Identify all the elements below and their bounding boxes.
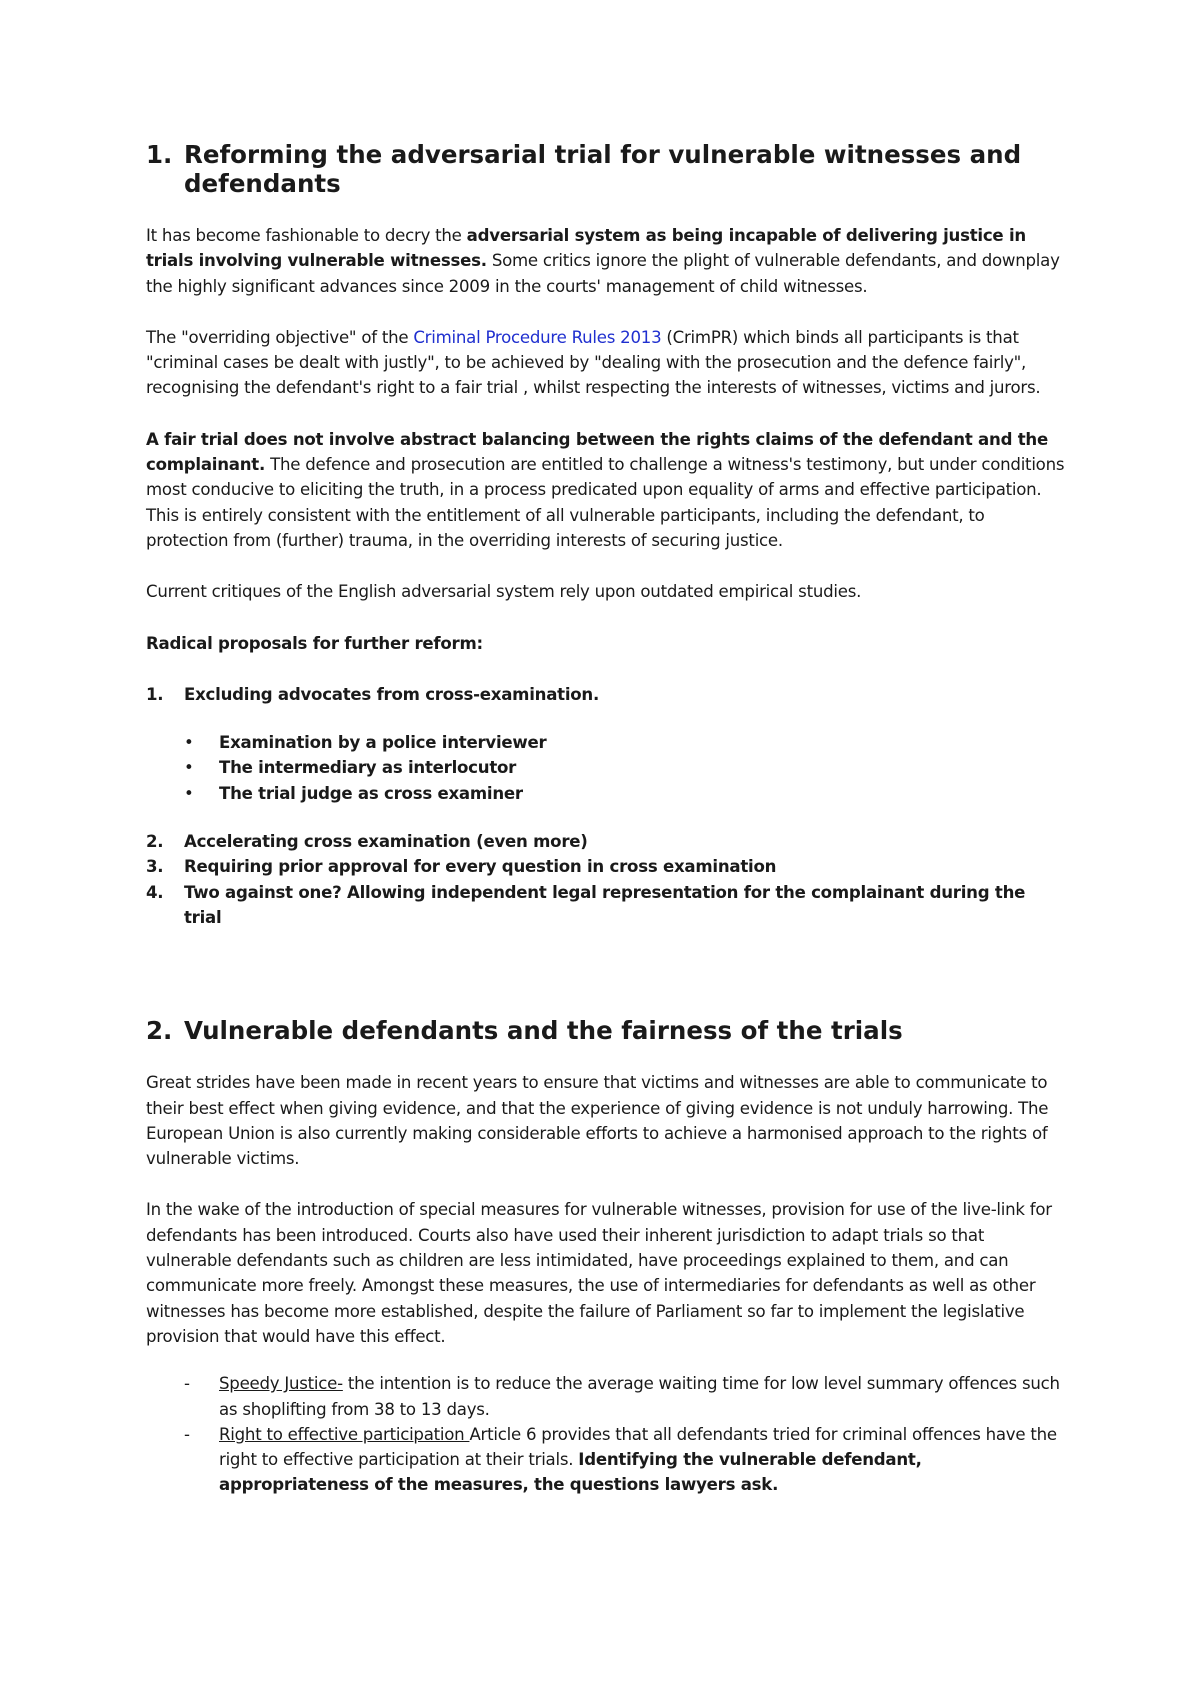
- text-run: The defence and prosecution are entitled to challenge a witness's testimony, but under conditions most conducive to eliciting the truth, in a process predicated upon equality of arms and effective participation. This is entirely consistent with the entitlement of all vulnerable participants, including the defendant, to protection from (further) trauma, in the overriding interests of securing justice.: [146, 455, 1065, 550]
- list-item-text: Excluding advocates from cross-examination.: [184, 684, 600, 704]
- list-item-text: Accelerating cross examination (even more): [184, 832, 588, 852]
- section-1-paragraph-2: [146, 325, 1066, 401]
- section-2-number: 2.: [146, 1016, 173, 1046]
- section-2-heading: [146, 1016, 1066, 1045]
- text-run: The "overriding objective" of the: [146, 327, 414, 347]
- document-page: [146, 140, 1066, 1498]
- list-item: [146, 854, 1066, 879]
- criminal-procedure-rules-link[interactable]: Criminal Procedure Rules 2013: [413, 327, 662, 347]
- text-run: (CrimPR) which binds all participants is that "criminal cases be dealt with justly", to be achieved by "dealing with the prosecution and the defence fairly", recognising the defendant's right to a fair trial , whilst respecting the interests of witnesses, victims and jurors.: [146, 327, 1041, 398]
- list-item: [146, 829, 1066, 854]
- text-run: Article 6 provides that all defendants tried for criminal offences have the right to effective participation at their trials.: [219, 1424, 1057, 1470]
- bullet-marker: •: [184, 733, 194, 753]
- list-item: [146, 781, 1066, 806]
- list-marker: 1.: [146, 684, 164, 704]
- list-item: [146, 682, 1066, 707]
- text-run: the intention is to reduce the average waiting time for low level summary offences such as shoplifting from 38 to 13 days.: [219, 1374, 1060, 1419]
- bold-run: Radical proposals for further reform:: [146, 633, 483, 653]
- section-2-title: Vulnerable defendants and the fairness of the trials: [184, 1016, 903, 1046]
- bullet-marker: •: [184, 758, 194, 778]
- proposals-heading: [146, 631, 1066, 656]
- list-marker: 2.: [146, 832, 164, 852]
- text-run: Some critics ignore the plight of vulnerable defendants, and downplay the highly significant advances since 2009 in the courts' management of child witnesses.: [146, 251, 1060, 296]
- bold-run: adversarial system as being incapable of delivering justice in trials involving vulnerable witnesses.: [146, 226, 1026, 271]
- text-run: It has become fashionable to decry the: [146, 226, 467, 245]
- proposals-list-first: [146, 682, 1066, 707]
- bold-run: Identifying the vulnerable defendant, appropriateness of the measures, the questions lawyers ask.: [219, 1450, 922, 1495]
- list-marker: 3.: [146, 857, 164, 877]
- sub-proposals-list: [146, 730, 1066, 806]
- proposals-list-rest: [146, 829, 1066, 930]
- bullet-marker: •: [184, 783, 194, 803]
- list-item-text: Requiring prior approval for every question in cross examination: [184, 857, 777, 877]
- list-item-text: The trial judge as cross examiner: [219, 783, 523, 803]
- section-1-title: Reforming the adversarial trial for vulnerable witnesses and defendants: [184, 140, 1022, 198]
- list-item: [146, 1422, 1066, 1498]
- underlined-run: Speedy Justice-: [219, 1374, 343, 1394]
- dash-marker: -: [184, 1424, 190, 1444]
- section-1-number: 1.: [146, 140, 173, 169]
- underlined-run: Right to effective participation: [219, 1424, 470, 1444]
- list-item: [146, 755, 1066, 780]
- bold-run: A fair trial does not involve abstract balancing between the rights claims of the defendant and the complainant.: [146, 429, 1048, 475]
- section-1-heading: [146, 140, 1066, 198]
- section-2-paragraph-1: Great strides have been made in recent years to ensure that victims and witnesses are able to communicate to their best effect when giving evidence, and that the experience of giving evidence is not unduly harrowing. The European Union is also currently making considerable efforts to achieve a harmonised approach to the rights of vulnerable victims.: [146, 1073, 1049, 1169]
- list-item-text: The intermediary as interlocutor: [219, 758, 517, 778]
- section-1-paragraph-3: [146, 427, 1066, 553]
- dash-marker: -: [184, 1374, 190, 1394]
- list-item: [146, 730, 1066, 755]
- section-1-paragraph-4: Current critiques of the English adversarial system rely upon outdated empirical studies.: [146, 582, 862, 602]
- list-item-text: Examination by a police interviewer: [219, 733, 547, 753]
- section-1-paragraph-1: [146, 223, 1066, 299]
- section-2-dash-list: [146, 1371, 1066, 1497]
- list-item: [146, 880, 1066, 931]
- list-marker: 4.: [146, 882, 164, 902]
- list-item-text: Two against one? Allowing independent legal representation for the complainant during the trial: [184, 882, 1026, 927]
- section-2-paragraph-2: In the wake of the introduction of special measures for vulnerable witnesses, provision for use of the live-link for defendants has been introduced. Courts also have used their inherent jurisdiction to adapt trials so that vulnerable defendants such as children are less intimidated, have proceedings explained to them, and can communicate more freely. Amongst these measures, the use of intermediaries for defendants as well as other witnesses has become more established, despite the failure of Parliament so far to implement the legislative provision that would have this effect.: [146, 1200, 1052, 1346]
- list-item: [146, 1371, 1066, 1422]
